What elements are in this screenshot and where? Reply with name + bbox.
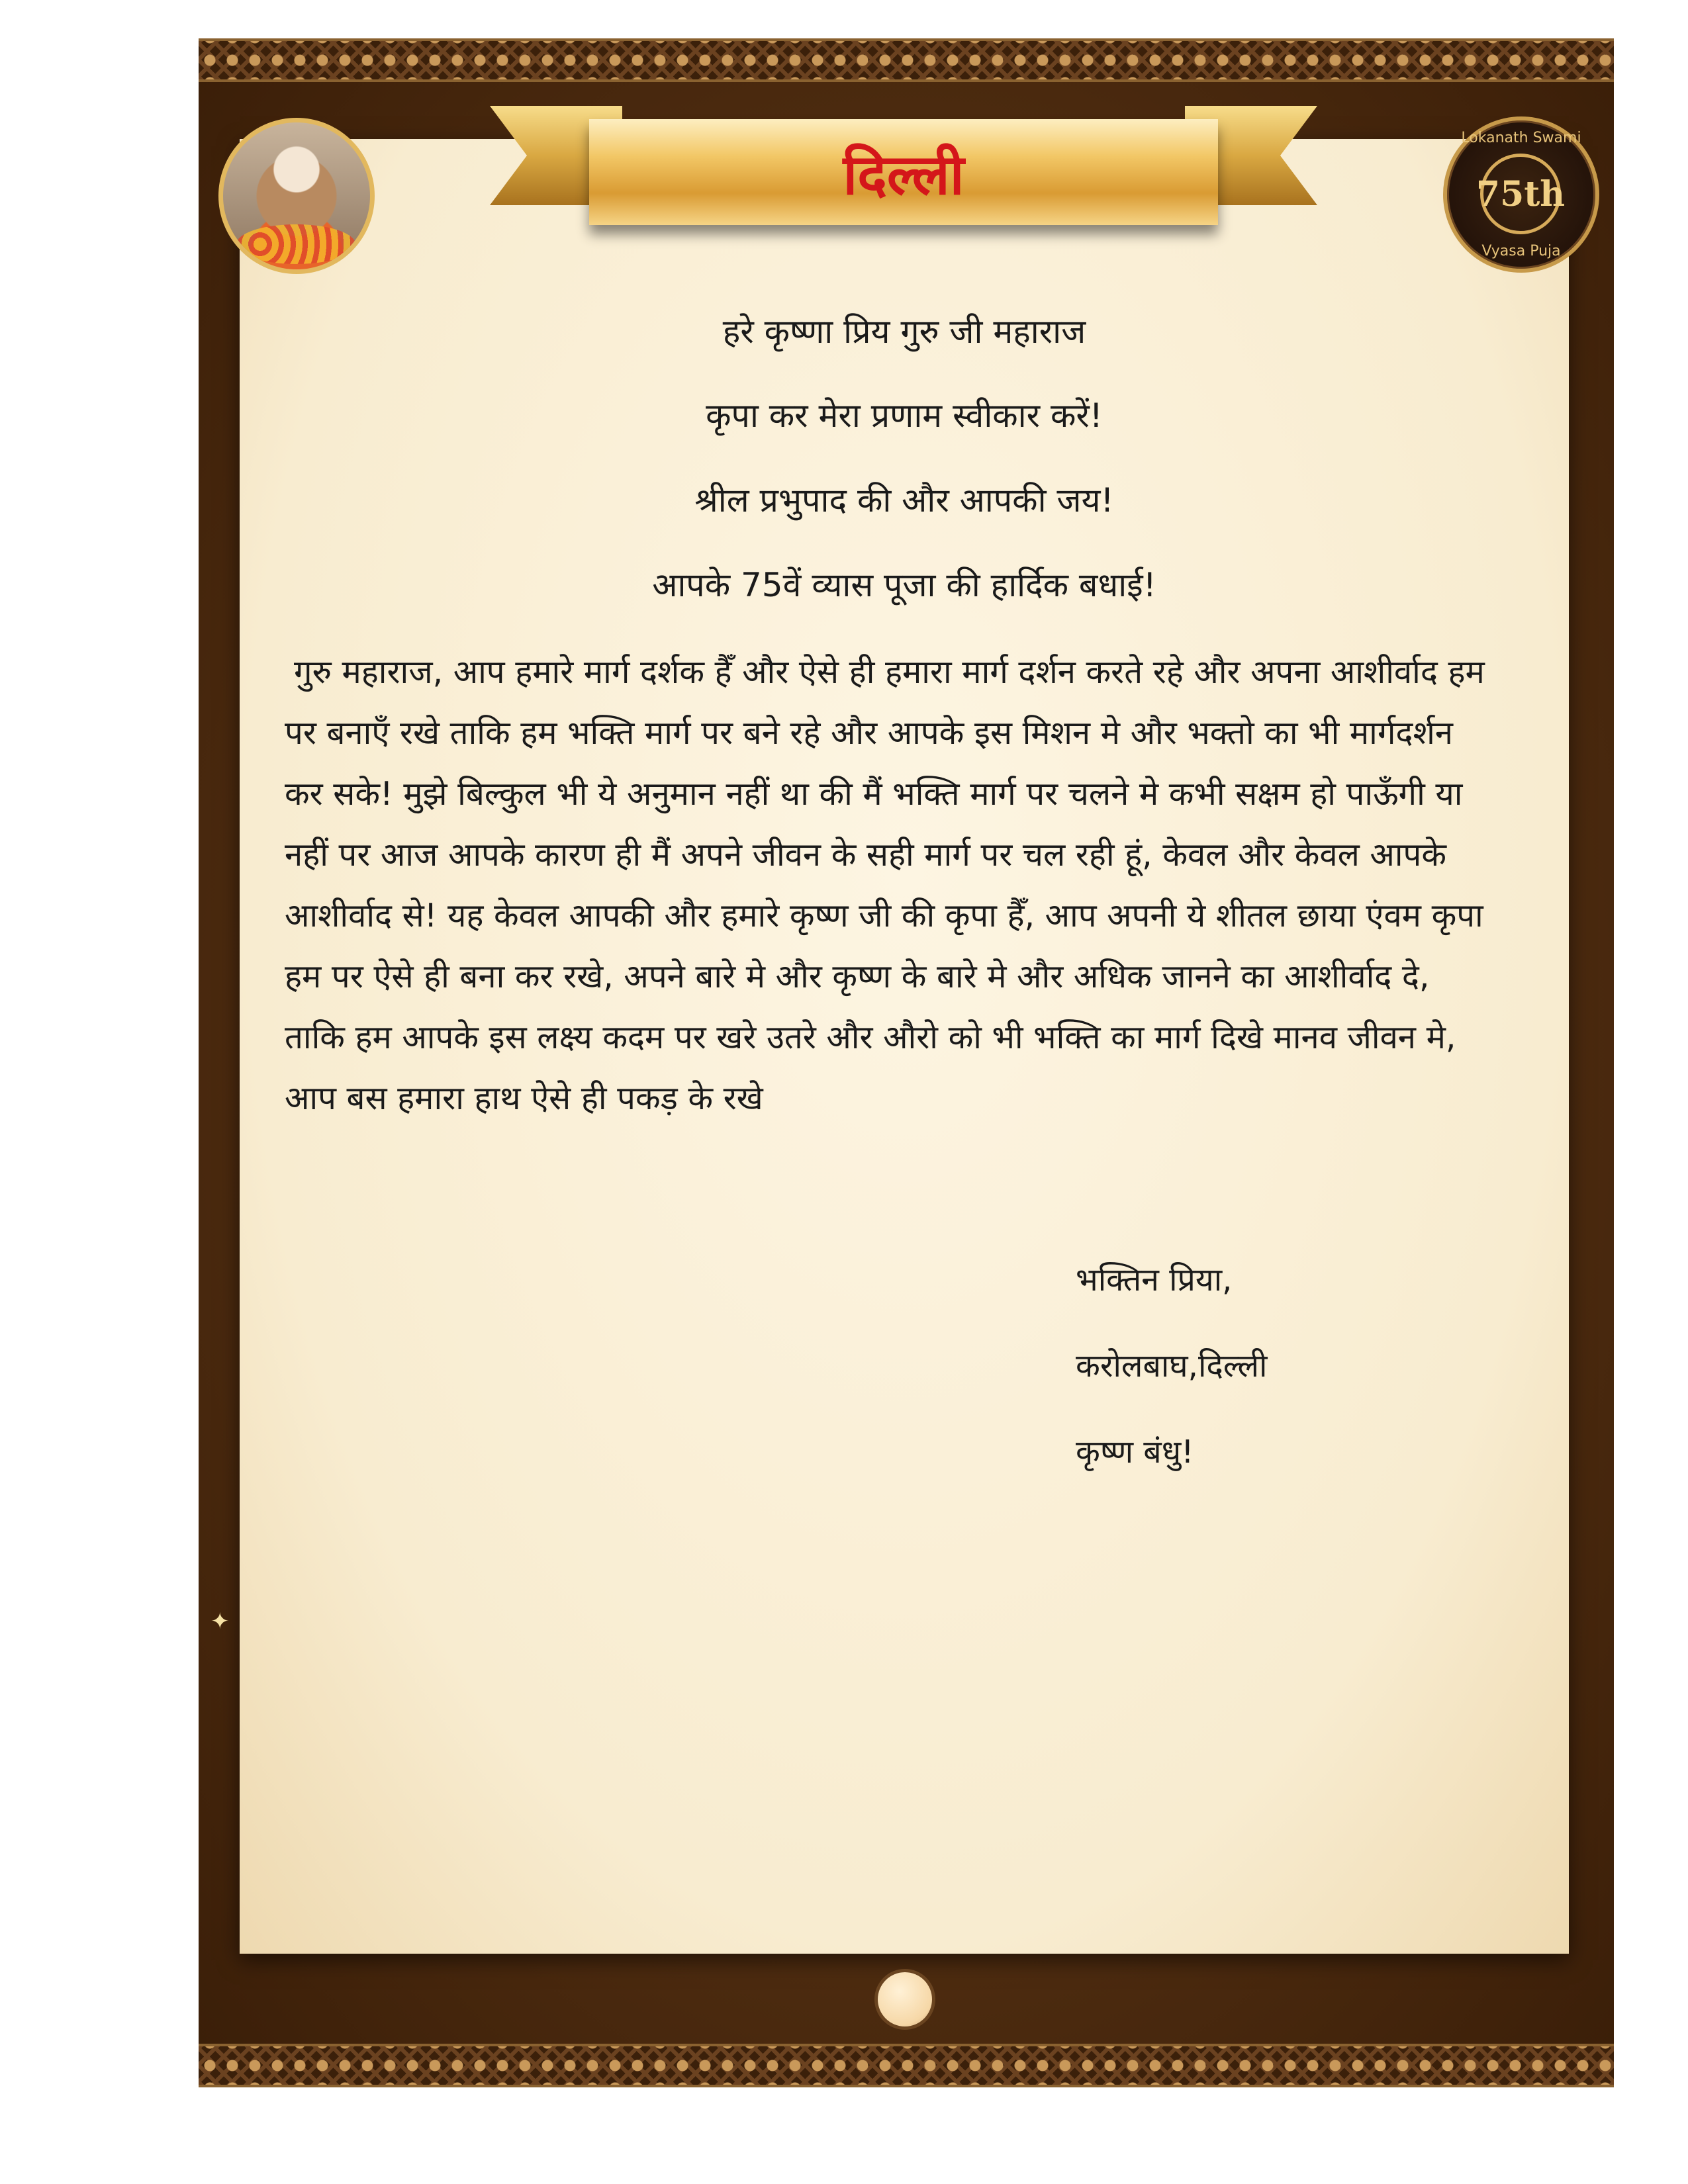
greeting-line-3: श्रील प्रभुपाद की और आपकी जय!	[694, 481, 1114, 520]
signature-closing: कृष्ण बंधु!	[1076, 1433, 1194, 1471]
seal-ring	[1476, 154, 1566, 234]
signature-name: भक्तिन प्रिया,	[1076, 1261, 1233, 1298]
sparkle-icon: ✦	[211, 1608, 230, 1635]
seal-number: 75th	[1476, 173, 1566, 214]
bottom-ornamental-border	[199, 2044, 1614, 2087]
title-ribbon	[490, 98, 1317, 257]
garland-decoration	[236, 224, 355, 264]
greeting-line-2: कृपा कर मेरा प्रणाम स्वीकार करें!	[706, 396, 1103, 435]
greeting-line-1: हरे कृष्णा प्रिय गुरु जी महाराज	[722, 312, 1086, 351]
seal-bottom-text: Vyasa Puja	[1481, 243, 1561, 259]
greeting-line-4: आपके 75वें व्यास पूजा की हार्दिक बधाई!	[652, 566, 1156, 604]
top-ornamental-border	[199, 38, 1614, 82]
banner-title: दिल्ली	[843, 141, 964, 207]
letter-body: गुरु महाराज, आप हमारे मार्ग दर्शक हैँ और ऐसे ही हमारा मार्ग दर्शन करते रहे और अपना आशीर्वाद हम पर बनाएँ रखे ताकि हम भक्ति मार्ग पर बने रहे और आपके इस मिशन मे और भक्तो का भी मार्गदर्शन कर सके! मुझे बिल्कुल भी ये अनुमान नहीं था की मैं भक्ति मार्ग पर चलने मे कभी सक्षम हो पाऊँगी या नहीं पर आज आपके कारण ही मैं अपने जीवन के सही मार्ग पर चल रही हूं, केवल और केवल आपके आशीर्वाद से! यह केवल आपकी और हमारे कृष्ण जी की कृपा हैँ, आप अपनी ये शीतल छाया एंवम कृपा हम पर ऐसे ही बना कर रखे, अपने बारे मे और कृष्ण के बारे मे और अधिक जानने का आशीर्वाद दे, ताकि हम आपके इस लक्ष्य कदम पर खरे उतरे और औरो को भी भक्ति का मार्ग दिखे मानव जीवन मे, आप बस हमारा हाथ ऐसे ही पकड़ के रखे	[285, 653, 1485, 1117]
guru-portrait	[218, 118, 375, 274]
anniversary-seal	[1443, 116, 1599, 273]
frame-knob	[878, 1972, 932, 2026]
ribbon-band	[589, 119, 1218, 225]
seal-top-text: Lokanath Swami	[1461, 130, 1581, 146]
signature-place: करोलबाघ,दिल्ली	[1076, 1347, 1268, 1385]
